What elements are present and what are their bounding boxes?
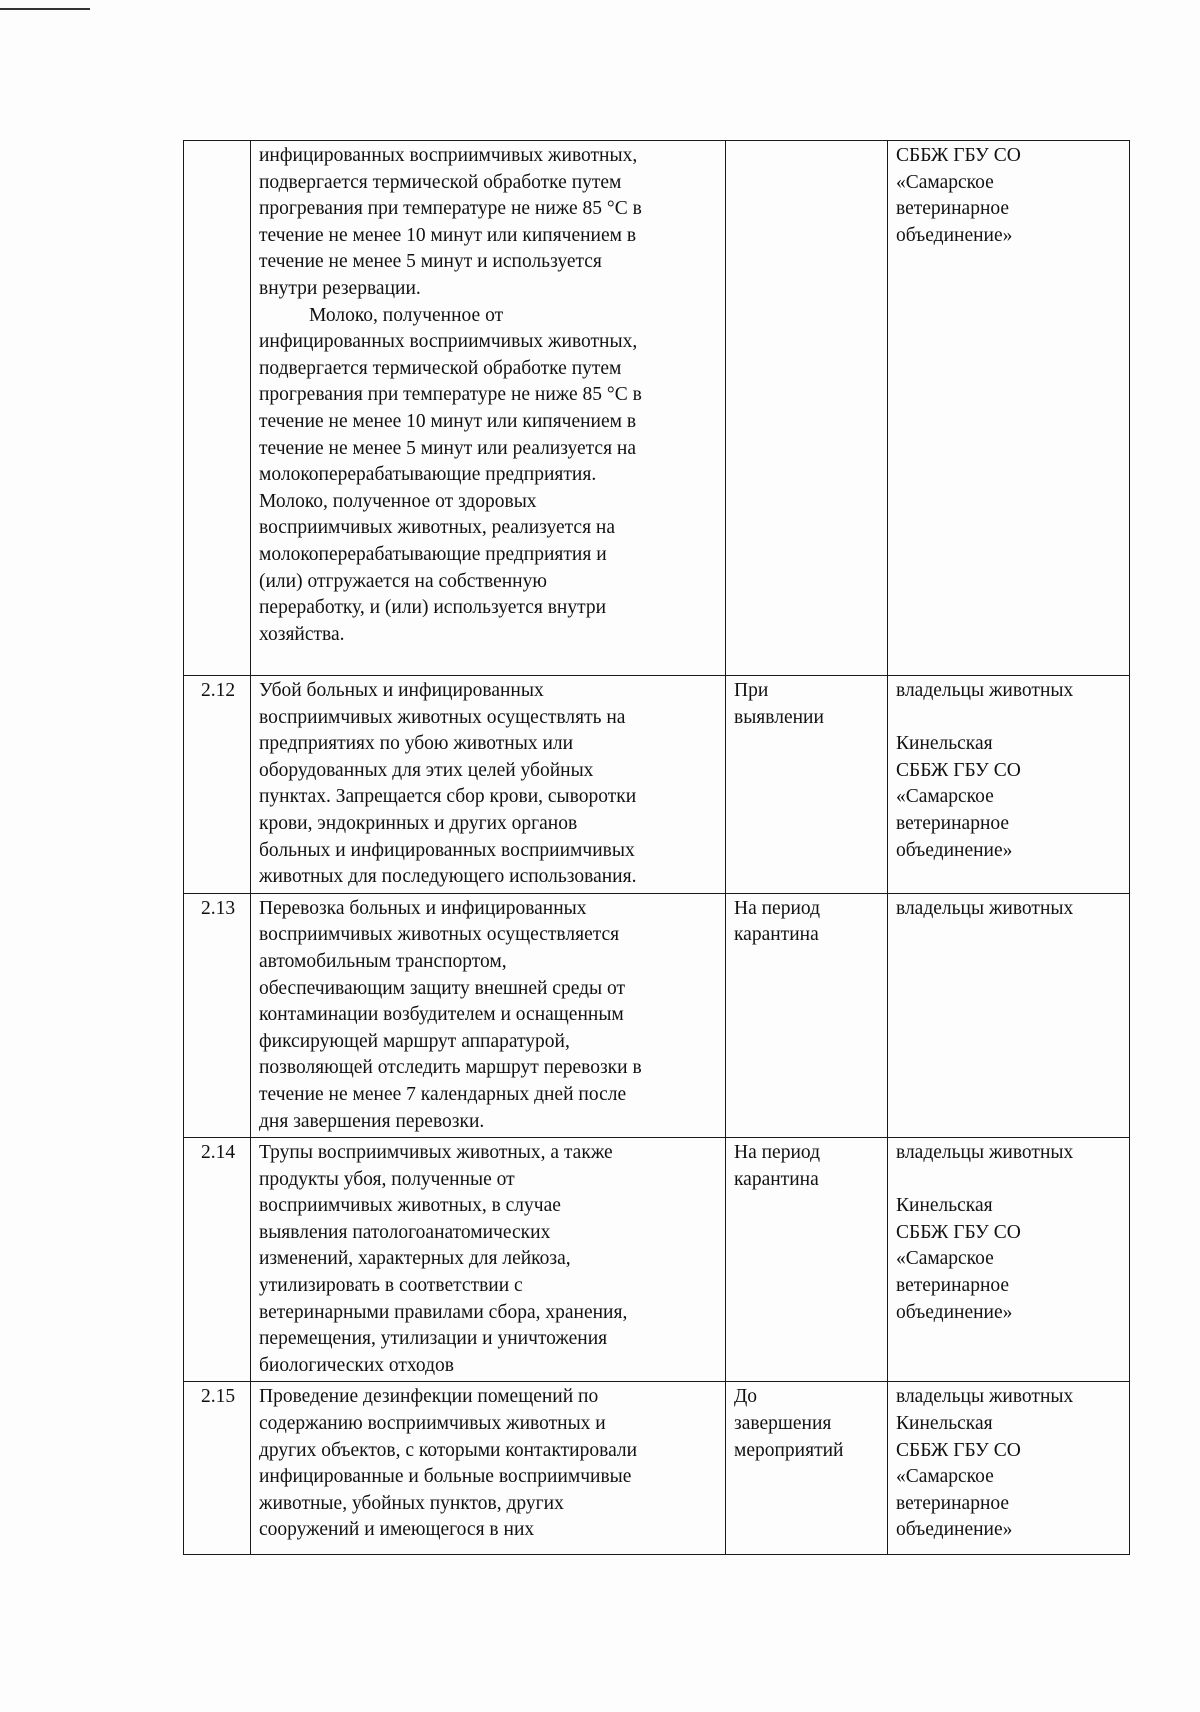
resp-line: Кинельская: [896, 1413, 993, 1435]
text-line: Молоко, полученное от: [309, 304, 504, 326]
row-number: 2.14: [184, 1138, 251, 1382]
text-line: Перевозка больных и инфицированных: [259, 897, 587, 919]
text-line: ветеринарными правилами сбора, хранения,: [259, 1301, 628, 1323]
line-gap: [896, 1167, 1123, 1194]
resp-line: «Самарское: [896, 786, 994, 808]
term-line: карантина: [734, 1168, 819, 1190]
text-line: больных и инфицированных восприимчивых: [259, 839, 635, 861]
resp-line: «Самарское: [896, 1248, 994, 1270]
resp-line: ветеринарное: [896, 1275, 1010, 1297]
row-number: [184, 141, 251, 676]
text-line: животные, убойных пунктов, других: [259, 1492, 564, 1514]
text-line: Молоко, полученное от здоровых: [259, 490, 537, 512]
resp-line: владельцы животных: [896, 1386, 1074, 1408]
measure-text: [251, 676, 726, 894]
line-gap: [896, 705, 1123, 732]
text-line: течение не менее 5 минут и используется: [259, 251, 602, 273]
text-line: фиксирующей маршрут аппаратурой,: [259, 1030, 570, 1052]
measures-table: [183, 140, 1130, 1555]
row-number: 2.15: [184, 1382, 251, 1555]
text-line: выявления патологоанатомических: [259, 1221, 551, 1243]
text-line: течение не менее 10 минут или кипячением в: [259, 224, 637, 246]
text-line: хозяйства.: [259, 623, 345, 645]
term-line: При: [734, 680, 769, 701]
term-cell: [726, 1138, 888, 1382]
term-line: На период: [734, 897, 820, 919]
resp-line: ветеринарное: [896, 198, 1010, 220]
table-row: [184, 893, 1130, 1137]
resp-line: владельцы животных: [896, 897, 1074, 919]
text-line: восприимчивых животных, реализуется на: [259, 517, 615, 539]
text-line: подвергается термической обработке путем: [259, 171, 622, 193]
term-line: завершения: [734, 1413, 832, 1435]
responsible-cell: [888, 1138, 1130, 1382]
measure-text: [251, 893, 726, 1137]
resp-line: СББЖ ГБУ СО: [896, 1221, 1021, 1243]
responsible-cell: [888, 1382, 1130, 1555]
text-line: подвергается термической обработке путем: [259, 357, 622, 379]
text-line: продукты убоя, полученные от: [259, 1168, 515, 1190]
text-line: обеспечивающим защиту внешней среды от: [259, 977, 626, 999]
resp-line: Кинельская: [896, 1195, 993, 1217]
resp-line: СББЖ ГБУ СО: [896, 145, 1021, 166]
text-line: течение не менее 5 минут или реализуется на: [259, 437, 637, 459]
text-line: перемещения, утилизации и уничтожения: [259, 1328, 608, 1350]
term-cell: [726, 893, 888, 1137]
resp-line: объединение»: [896, 839, 1013, 861]
text-line: инфицированные и больные восприимчивые: [259, 1466, 632, 1488]
text-line: предприятиях по убою животных или: [259, 733, 574, 755]
scan-edge-mark: [0, 8, 90, 10]
row-number: 2.13: [184, 893, 251, 1137]
text-line: переработку, и (или) используется внутри: [259, 597, 607, 619]
text-line: дня завершения перевозки.: [259, 1110, 485, 1132]
term-line: выявлении: [734, 706, 824, 728]
term-line: До: [734, 1386, 758, 1408]
text-line: изменений, характерных для лейкоза,: [259, 1248, 571, 1270]
text-line: других объектов, с которыми контактировали: [259, 1439, 638, 1461]
resp-line: «Самарское: [896, 171, 994, 193]
term-cell: [726, 141, 888, 676]
text-line: контаминации возбудителем и оснащенным: [259, 1004, 624, 1026]
resp-line: объединение»: [896, 1301, 1013, 1323]
text-line: восприимчивых животных, в случае: [259, 1195, 561, 1217]
text-line: прогревания при температуре не ниже 85 °С в: [259, 384, 642, 406]
term-line: мероприятий: [734, 1439, 844, 1461]
resp-line: объединение»: [896, 224, 1013, 246]
resp-line: «Самарское: [896, 1466, 994, 1488]
text-line: (или) отгружается на собственную: [259, 570, 547, 592]
resp-line: ветеринарное: [896, 812, 1010, 834]
measure-text: [251, 1138, 726, 1382]
text-line: прогревания при температуре не ниже 85 °С в: [259, 198, 642, 220]
responsible-cell: [888, 141, 1130, 676]
measure-text: [251, 141, 726, 676]
text-line: молокоперерабатывающие предприятия.: [259, 464, 597, 486]
text-line: животных для последующего использования.: [259, 866, 637, 888]
resp-line: владельцы животных: [896, 1142, 1074, 1164]
term-line: карантина: [734, 924, 819, 946]
table-row: [184, 1382, 1130, 1555]
row-number: 2.12: [184, 676, 251, 894]
text-line: позволяющей отследить маршрут перевозки в: [259, 1057, 642, 1079]
text-line: утилизировать в соответствии с: [259, 1275, 523, 1297]
table-row: [184, 141, 1130, 676]
text-line: восприимчивых животных осуществляется: [259, 924, 620, 946]
text-line: течение не менее 7 календарных дней после: [259, 1083, 627, 1105]
resp-line: ветеринарное: [896, 1492, 1010, 1514]
resp-line: Кинельская: [896, 733, 993, 755]
text-line: автомобильным транспортом,: [259, 950, 507, 972]
text-line: крови, эндокринных и других органов: [259, 812, 578, 834]
term-cell: [726, 676, 888, 894]
text-line: Убой больных и инфицированных: [259, 680, 544, 701]
text-line: внутри резервации.: [259, 277, 421, 299]
text-line: молокоперерабатывающие предприятия и: [259, 543, 607, 565]
responsible-cell: [888, 893, 1130, 1137]
text-line: содержанию восприимчивых животных и: [259, 1413, 606, 1435]
term-cell: [726, 1382, 888, 1555]
text-line: течение не менее 10 минут или кипячением в: [259, 410, 637, 432]
text-line: сооружений и имеющегося в них: [259, 1519, 535, 1541]
text-line: Проведение дезинфекции помещений по: [259, 1386, 599, 1408]
text-line: пунктах. Запрещается сбор крови, сыворотки: [259, 786, 637, 808]
resp-line: владельцы животных: [896, 680, 1074, 701]
responsible-cell: [888, 676, 1130, 894]
text-line: Трупы восприимчивых животных, а также: [259, 1142, 613, 1164]
text-line: инфицированных восприимчивых животных,: [259, 331, 638, 353]
text-line: восприимчивых животных осуществлять на: [259, 706, 626, 728]
table-row: [184, 1138, 1130, 1382]
resp-line: СББЖ ГБУ СО: [896, 759, 1021, 781]
measure-text: [251, 1382, 726, 1555]
text-line: оборудованных для этих целей убойных: [259, 759, 594, 781]
resp-line: СББЖ ГБУ СО: [896, 1439, 1021, 1461]
text-line: биологических отходов: [259, 1354, 454, 1376]
text-line: инфицированных восприимчивых животных,: [259, 145, 638, 166]
table-row: [184, 676, 1130, 894]
term-line: На период: [734, 1142, 820, 1164]
resp-line: объединение»: [896, 1519, 1013, 1541]
